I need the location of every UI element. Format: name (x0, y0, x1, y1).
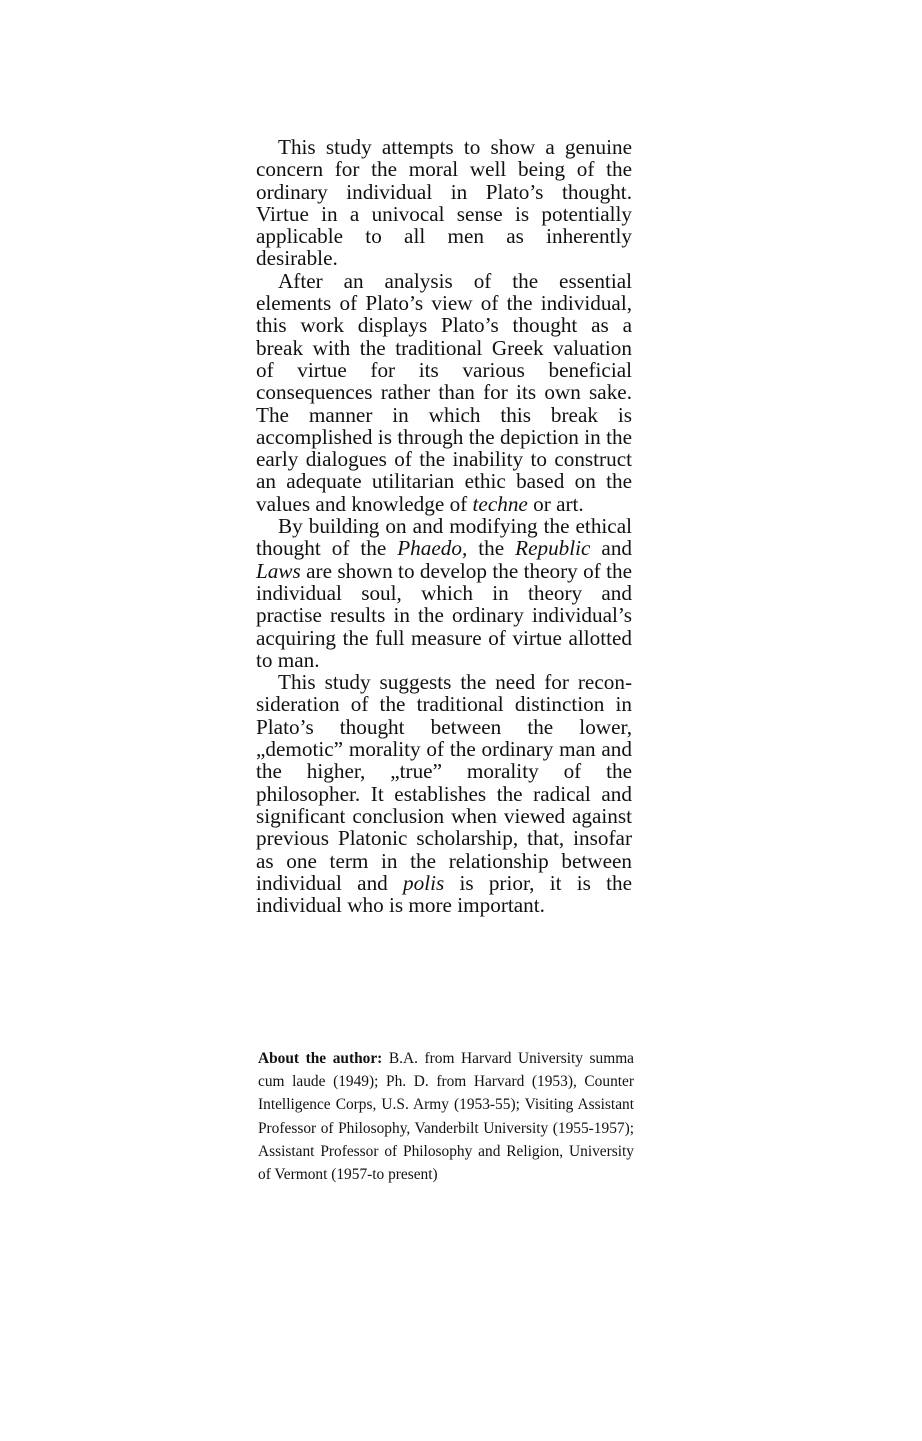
paragraph-3-text-a: By building on and modifying the ethical thought of the (256, 514, 632, 561)
about-paragraph (258, 1047, 634, 1186)
title-republic: Republic (515, 536, 591, 561)
about-text: B.A. from Harvard University summa cum laude (1949); Ph. D. from Harvard (1953), Counter Intelligence Corps, U.S. Army (1953-55); Visiting Assistant Professor of Philosophy, Vanderbilt University (1955-1957); Assistant Professor of Philosophy and Religion, University of Vermont (1957-to present) (258, 1050, 634, 1184)
about-the-author (258, 1047, 634, 1186)
paragraph-3 (256, 515, 632, 671)
paragraph-3-text-b: the (467, 536, 516, 561)
paragraph-3-text-c: and (590, 536, 633, 561)
paragraph-4-text-b: is prior, it is the individual who is more important. (256, 870, 632, 918)
title-laws: Laws (256, 558, 301, 583)
paragraph-1 (256, 136, 632, 270)
about-label: About the author: (258, 1050, 383, 1067)
term-techne: techne (472, 491, 528, 516)
paragraph-4 (256, 671, 632, 916)
paragraph-3-text-d: are shown to develop the theory of the individual soul, which in theory and practise results in the ordinary individual’s acquiring the full measure of virtue allotted to man. (256, 558, 632, 672)
paragraph-2-text-a: After an analysis of the essential elements of Plato’s view of the individual, this work displays Plato’s thought as a break with the traditional Greek valuation of virtue for its various beneficial consequences rather than for its own sake. The manner in which this break is accomplished is through the depiction in the early dialogues of the inability to construct an adequate utilitarian ethic based on the values and knowledge of (256, 268, 632, 516)
paragraph-4-text-a: This study suggests the need for reconsideration of the traditional distinction in Plato’s thought between the lower, „demotic” morality of the ordinary man and the higher, „true” morality of the philosopher. It establishes the radical and significant conclusion when viewed against previous Platonic scholarship, that, insofar as one term in the relationship between individual and (256, 670, 632, 895)
title-phaedo: Phaedo, (397, 536, 468, 561)
paragraph-2 (256, 270, 632, 515)
description-text (256, 136, 632, 916)
term-polis: polis (403, 870, 445, 895)
paragraph-1-text: This study attempts to show a genuine concern for the moral well being of the ordinary individual in Plato’s thought. Virtue in a univocal sense is potentially applicable to all men as inherently desirable. (256, 135, 632, 271)
paragraph-2-text-b: or art. (527, 491, 584, 516)
